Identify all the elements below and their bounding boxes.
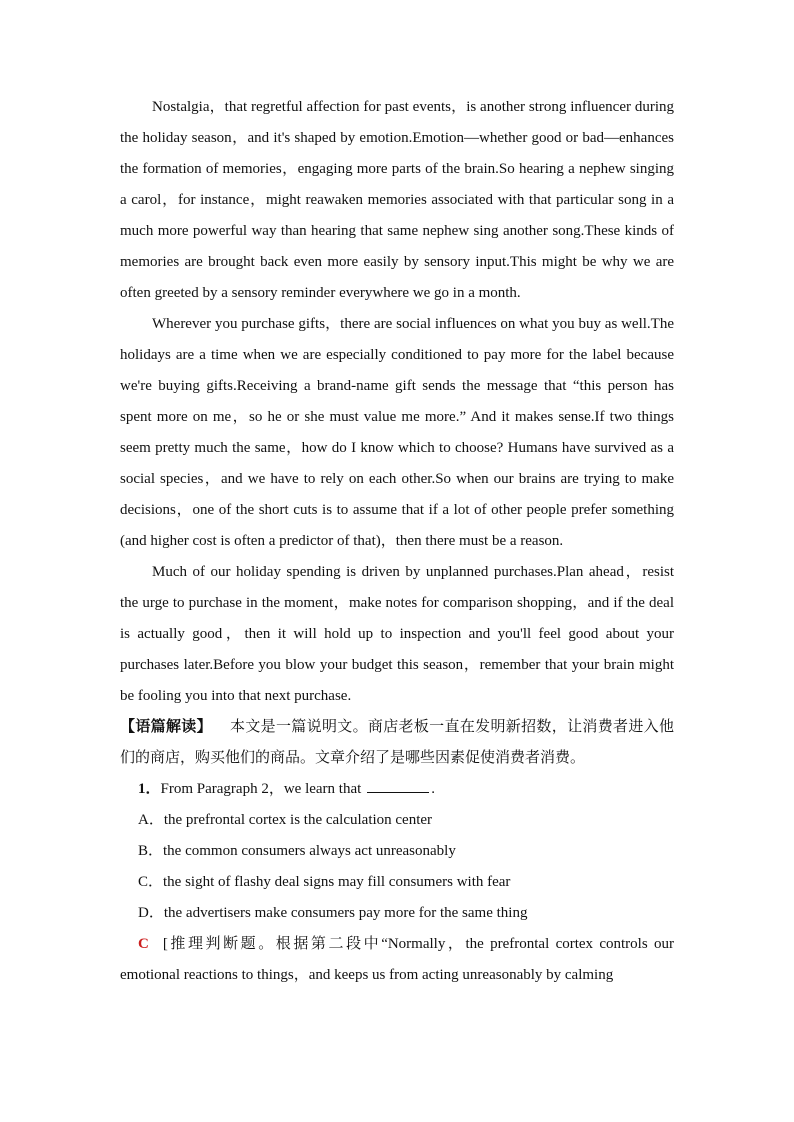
option-d: D．the advertisers make consumers pay more for the same thing [138, 905, 528, 921]
reading-note-text: 本文是一篇说明文。商店老板一直在发明新招数，让消费者进入他们的商店，购买他们的商品。文章介绍了是哪些因素促使消费者消费。 [120, 719, 674, 766]
question-stem: From Paragraph 2，we learn that [160, 781, 362, 797]
answer-explanation [120, 929, 674, 991]
question-end: . [431, 781, 436, 797]
paragraph-nostalgia: Nostalgia，that regretful affection for past events，is another strong influencer during the holiday season，and it's shaped by emotion.Emotion—whether good or bad—enhances the formation of memories，engaging more parts of the brain.So hearing a nephew singing a carol，for instance，might reawaken memories associated with that particular song in a much more powerful way than hearing that same nephew sing another song.These kinds of memories are brought back even more easily by sensory input.This might be why we are often greeted by a sensory reminder everywhere we go in a month. [120, 99, 674, 301]
question-1 [120, 774, 674, 805]
document-page [120, 92, 674, 991]
option-c: C．the sight of flashy deal signs may fill consumers with fear [138, 874, 511, 890]
paragraph-social-influences: Wherever you purchase gifts，there are social influences on what you buy as well.The holidays are a time when we are especially conditioned to pay more for the label because we're buying gifts.Receiving a brand-name gift sends the message that “this person has spent more on me，so he or she must value me more.” And it makes sense.If two things seem pretty much the same，how do I know which to choose? Humans have survived as a social species，and we have to rely on each other.So when our brains are trying to make decisions，one of the short cuts is to assume that if a lot of other people prefer something (and higher cost is often a predictor of that)，then there must be a reason. [120, 316, 674, 549]
question-number: 1． [138, 781, 161, 797]
answer-text: [推理判断题。根据第二段中“Normally，the prefrontal cortex controls our emotional reactions to things，and keeps us from acting unreasonably by calming [120, 936, 674, 983]
option-a: A．the prefrontal cortex is the calculation center [138, 812, 433, 828]
option-b: B．the common consumers always act unreasonably [138, 843, 456, 859]
answer-letter: C [138, 936, 149, 952]
reading-note [120, 712, 674, 774]
reading-note-tag: 【语篇解读】 [120, 719, 212, 735]
paragraph-unplanned-purchases: Much of our holiday spending is driven by unplanned purchases.Plan ahead，resist the urge to purchase in the moment，make notes for comparison shopping，and if the deal is actually good，then it will hold up to inspection and you'll feel good about your purchases later.Before you blow your budget this season，remember that your brain might be fooling you into that next purchase. [120, 564, 674, 704]
answer-blank [367, 776, 429, 793]
